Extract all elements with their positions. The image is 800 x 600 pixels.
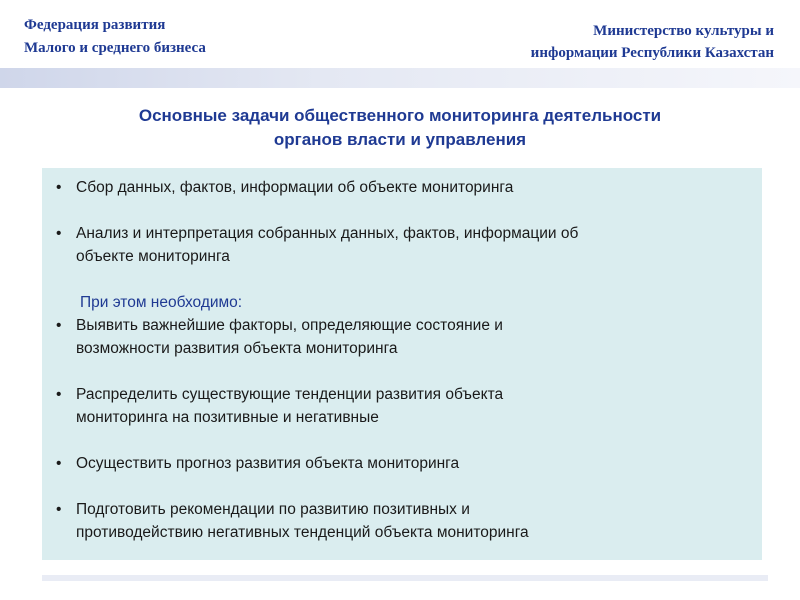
list-item-line: Выявить важнейшие факторы, определяющие состояние и [76,317,503,334]
footer-divider [42,575,768,581]
list-item [56,452,746,475]
list-item-line: объекте мониторинга [76,248,230,265]
note-text: При этом необходимо: [80,294,243,311]
header-left-line-2: Малого и среднего бизнеса [24,40,206,56]
list-item-line: Сбор данных, фактов, информации об объекте мониторинга [76,179,514,196]
header-divider-band [0,68,800,88]
bullet-icon: • [56,179,62,196]
slide-title [0,104,800,152]
list-item-line: Анализ и интерпретация собранных данных, фактов, информации об [76,225,579,242]
content-panel [42,168,762,560]
bullet-icon: • [56,501,62,518]
bullet-icon: • [56,317,62,334]
bullet-icon: • [56,225,62,242]
slide-title-line-2: органов власти и управления [273,130,527,149]
header-right-line-1: Министерство культуры и [593,23,774,39]
bullet-icon: • [56,455,62,472]
list-item [56,498,746,544]
slide-title-line-1: Основные задачи общественного мониторинга деятельности [138,106,662,125]
list-item [56,383,746,429]
list-item-line: противодействию негативных тенденций объекта мониторинга [76,524,529,541]
list-item [56,222,746,268]
bullet-icon: • [56,386,62,403]
list-item-line: Осуществить прогноз развития объекта мониторинга [76,455,460,472]
header-left-line-1: Федерация развития [24,17,166,33]
list-item-line: Подготовить рекомендации по развитию позитивных и [76,501,470,518]
header-right-line-2: информации Республики Казахстан [530,45,774,61]
list-item-line: возможности развития объекта мониторинга [76,340,398,357]
list-item [56,314,746,360]
header-left-organization [24,14,206,60]
list-item-line: мониторинга на позитивные и негативные [76,409,379,426]
header-right-organization [531,20,774,64]
list-item-line: Распределить существующие тенденции развития объекта [76,386,504,403]
list-item [56,176,746,199]
